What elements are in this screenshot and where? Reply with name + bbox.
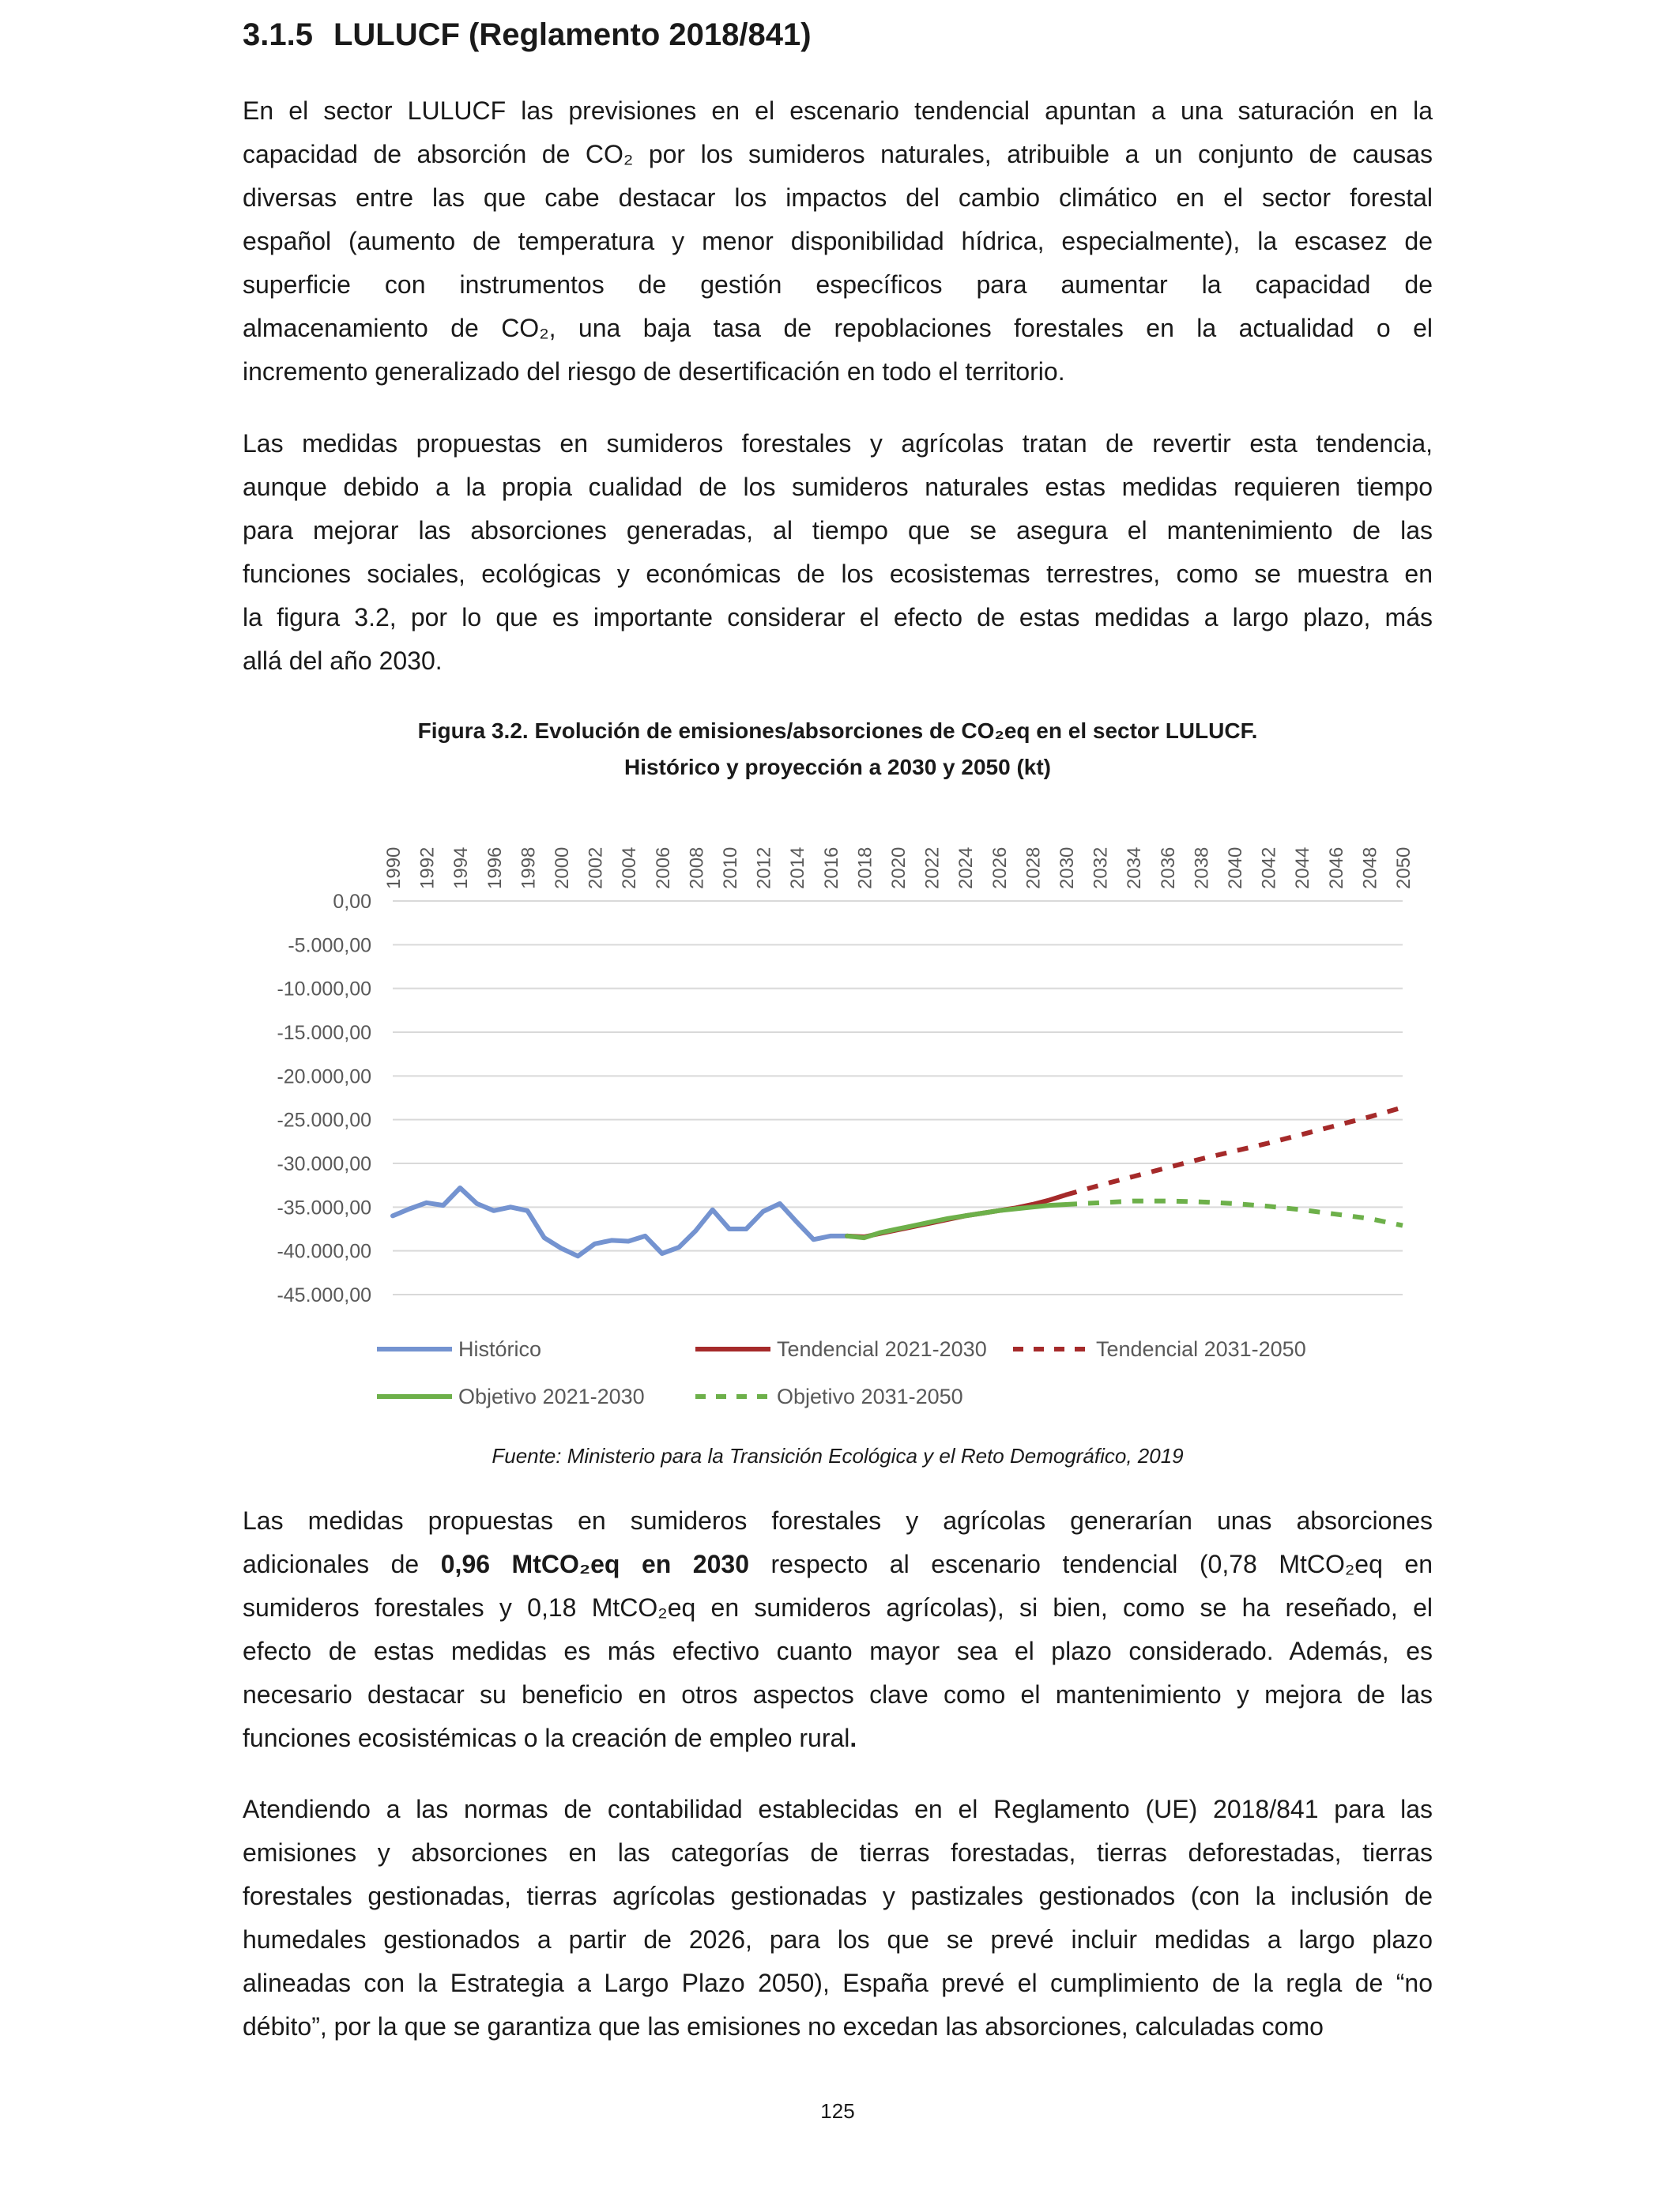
x-tick-label: 2034 (1124, 846, 1146, 889)
paragraph-1 (243, 89, 1433, 394)
section-number: 3.1.5 (243, 17, 313, 52)
x-tick-label: 1996 (484, 846, 506, 889)
text-line (243, 466, 1433, 509)
text-segment: forestales gestionadas, tierras agrícolas gestionadas y pastizales gestionados (con la inclusión de (243, 1882, 1433, 1910)
text-line (243, 220, 1433, 263)
section-title: LULUCF (Reglamento 2018/841) (333, 17, 812, 52)
text-line (243, 1788, 1433, 1831)
text-segment: débito”, por la que se garantiza que las emisiones no excedan las absorciones, calculadas como (243, 2012, 1324, 2041)
x-tick-label: 2016 (820, 846, 842, 889)
legend-label: Tendencial 2021-2030 (777, 1337, 987, 1361)
x-tick-label: 2020 (888, 846, 910, 889)
text-line (243, 1543, 1433, 1586)
lulucf-line-chart (0, 814, 1680, 1431)
x-tick-label: 2050 (1393, 846, 1414, 889)
y-tick-label: -40.000,00 (277, 1240, 371, 1263)
series-line (847, 1204, 1066, 1238)
x-tick-label: 1998 (518, 846, 540, 889)
legend-label: Histórico (458, 1337, 542, 1361)
x-tick-label: 1994 (450, 846, 473, 889)
text-line (243, 1499, 1433, 1543)
bold-text: 0,96 MtCO₂eq en 2030 (440, 1550, 749, 1578)
text-line (243, 422, 1433, 466)
x-tick-label: 2002 (585, 846, 607, 889)
x-tick-label: 2036 (1157, 846, 1179, 889)
text-line (243, 1630, 1433, 1673)
text-segment: allá del año 2030. (243, 647, 443, 675)
text-line (243, 133, 1433, 176)
x-tick-label: 2012 (753, 846, 775, 889)
y-tick-label: -5.000,00 (288, 934, 371, 957)
text-line (243, 1673, 1433, 1717)
text-line (243, 263, 1433, 307)
x-tick-label: 1990 (383, 846, 405, 889)
x-tick-label: 2010 (720, 846, 741, 889)
x-tick-label: 2046 (1325, 846, 1347, 889)
x-tick-label: 2018 (854, 846, 876, 889)
text-line (243, 1875, 1433, 1918)
text-segment: almacenamiento de CO₂, una baja tasa de repoblaciones forestales en la actualidad o el (243, 314, 1433, 342)
page-number: 125 (820, 2099, 855, 2123)
text-segment: alineadas con la Estrategia a Largo Plazo 2050), España prevé el cumplimiento de la regla de “no (243, 1969, 1433, 1997)
text-line (243, 1831, 1433, 1875)
text-line (243, 1586, 1433, 1630)
text-line (243, 639, 1433, 683)
text-segment: Las medidas propuestas en sumideros forestales y agrícolas tratan de revertir esta tendencia, (243, 429, 1433, 458)
text-line (243, 1717, 1433, 1760)
x-tick-label: 2022 (921, 846, 944, 889)
text-segment: español (aumento de temperatura y menor disponibilidad hídrica, especialmente), la escasez de (243, 227, 1433, 255)
y-tick-label: -35.000,00 (277, 1197, 371, 1220)
x-tick-label: 1992 (416, 846, 439, 889)
legend-label: Objetivo 2031-2050 (777, 1385, 963, 1408)
series-line (1066, 1107, 1403, 1195)
text-line (243, 176, 1433, 220)
text-segment: Las medidas propuestas en sumideros forestales y agrícolas generarían unas absorciones (243, 1506, 1433, 1535)
series-line (393, 1188, 847, 1256)
x-tick-label: 2044 (1292, 846, 1314, 889)
legend-label: Objetivo 2021-2030 (458, 1385, 645, 1408)
text-segment: humedales gestionados a partir de 2026, para los que se prevé incluir medidas a largo plazo (243, 1925, 1433, 1954)
y-tick-label: -20.000,00 (277, 1065, 371, 1088)
text-segment: funciones ecosistémicas o la creación de empleo rural (243, 1724, 850, 1752)
text-line (243, 2005, 1433, 2049)
x-tick-label: 2030 (1057, 846, 1078, 889)
x-tick-label: 2032 (1090, 846, 1112, 889)
series-line (1066, 1201, 1403, 1226)
text-segment: Atendiendo a las normas de contabilidad establecidas en el Reglamento (UE) 2018/841 para las (243, 1795, 1433, 1823)
paragraph-2 (243, 422, 1433, 683)
x-tick-label: 2048 (1359, 846, 1381, 889)
text-segment: la figura 3.2, por lo que es importante considerar el efecto de estas medidas a largo plazo, más (243, 603, 1433, 631)
legend-label: Tendencial 2031-2050 (1096, 1337, 1306, 1361)
text-segment: capacidad de absorción de CO₂ por los sumideros naturales, atribuible a un conjunto de causas (243, 140, 1433, 168)
figure-caption-line-2: Histórico y proyección a 2030 y 2050 (kt) (623, 755, 1052, 779)
x-tick-label: 2042 (1258, 846, 1280, 889)
text-segment: necesario destacar su beneficio en otros aspectos clave como el mantenimiento y mejora de las (243, 1680, 1433, 1709)
text-segment: superficie con instrumentos de gestión específicos para aumentar la capacidad de (243, 270, 1433, 299)
x-tick-label: 2024 (955, 846, 977, 889)
x-tick-label: 2038 (1191, 846, 1213, 889)
y-tick-label: -25.000,00 (277, 1109, 371, 1132)
text-line (243, 89, 1433, 133)
text-segment: funciones sociales, ecológicas y económicas de los ecosistemas terrestres, como se muestra en (243, 560, 1433, 588)
text-line (243, 307, 1433, 350)
y-tick-label: -30.000,00 (277, 1153, 371, 1175)
paragraph-4 (243, 1788, 1433, 2049)
x-tick-label: 2000 (552, 846, 573, 889)
y-tick-label: -10.000,00 (277, 978, 371, 1001)
text-segment: efecto de estas medidas es más efectivo cuanto mayor sea el plazo considerado. Además, es (243, 1637, 1433, 1665)
text-segment: emisiones y absorciones en las categorías de tierras forestadas, tierras deforestadas, tierras (243, 1838, 1433, 1867)
text-line (243, 1918, 1433, 1962)
text-segment: En el sector LULUCF las previsiones en el escenario tendencial apuntan a una saturación en la (243, 96, 1433, 125)
text-segment: adicionales de (243, 1550, 441, 1578)
x-tick-label: 2004 (619, 846, 641, 889)
text-line (243, 552, 1433, 596)
figure-source: Fuente: Ministerio para la Transición Ecológica y el Reto Demográfico, 2019 (492, 1444, 1184, 1468)
text-line (243, 350, 1433, 394)
text-segment: sumideros forestales y 0,18 MtCO₂eq en sumideros agrícolas), si bien, como se ha reseñado, el (243, 1593, 1433, 1622)
bold-text: . (849, 1724, 857, 1752)
text-line (243, 509, 1433, 552)
x-tick-label: 2008 (686, 846, 708, 889)
text-segment: respecto al escenario tendencial (0,78 MtCO₂eq en (749, 1550, 1433, 1578)
paragraph-3 (243, 1499, 1433, 1760)
y-tick-label: -45.000,00 (277, 1284, 371, 1306)
text-line (243, 1962, 1433, 2005)
section-heading (243, 17, 812, 53)
figure-caption (243, 713, 1433, 786)
text-line (243, 596, 1433, 639)
text-segment: aunque debido a la propia cualidad de los sumideros naturales estas medidas requieren tiempo (243, 473, 1433, 501)
text-segment: incremento generalizado del riesgo de desertificación en todo el territorio. (243, 357, 1065, 386)
figure-caption-line-1: Figura 3.2. Evolución de emisiones/absorciones de CO₂eq en el sector LULUCF. (417, 718, 1258, 743)
text-segment: diversas entre las que cabe destacar los impactos del cambio climático en el sector forestal (243, 183, 1433, 212)
text-segment: para mejorar las absorciones generadas, al tiempo que se asegura el mantenimiento de las (243, 516, 1433, 545)
y-tick-label: 0,00 (333, 891, 371, 913)
x-tick-label: 2014 (787, 846, 809, 889)
x-tick-label: 2040 (1225, 846, 1246, 889)
x-tick-label: 2026 (989, 846, 1011, 889)
y-tick-label: -15.000,00 (277, 1022, 371, 1044)
x-tick-label: 2006 (652, 846, 674, 889)
x-tick-label: 2028 (1023, 846, 1045, 889)
